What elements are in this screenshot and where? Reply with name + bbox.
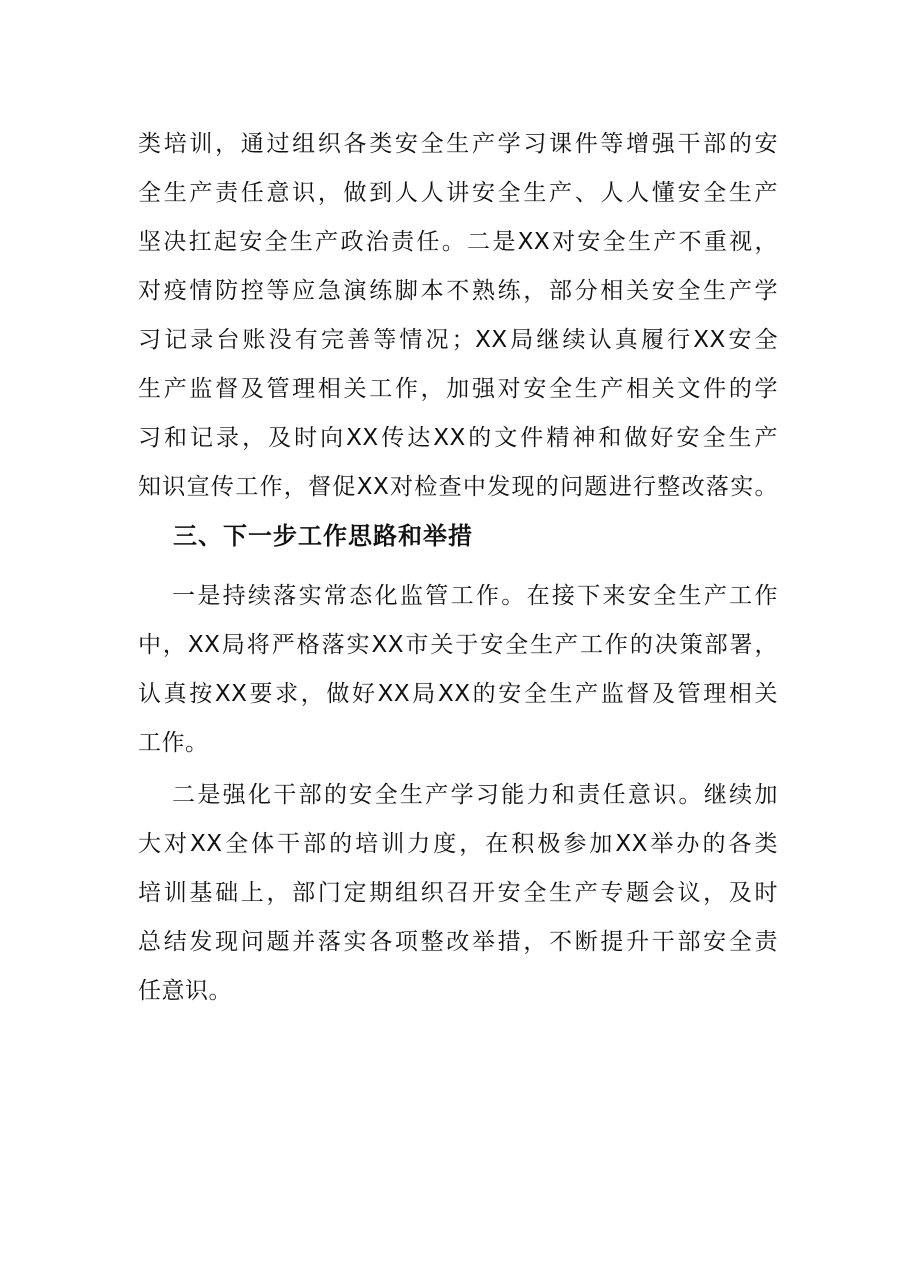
paragraph-training-and-inspection <box>138 120 778 512</box>
paragraph-line: 中，XX局将严格落实XX市关于安全生产工作的决策部署， <box>138 632 778 658</box>
paragraph-line: 培训基础上，部门定期组织召开安全生产专题会议，及时 <box>138 880 778 906</box>
paragraph-line: 总结发现问题并落实各项整改举措，不断提升干部安全责 <box>138 929 778 955</box>
paragraph-line: 生产监督及管理相关工作，加强对安全生产相关文件的学 <box>138 376 778 402</box>
paragraph-line: 习记录台账没有完善等情况；XX局继续认真履行XX安全 <box>138 327 778 353</box>
paragraph-strengthen-awareness <box>138 771 778 1016</box>
paragraph-line: 知识宣传工作，督促XX对检查中发现的问题进行整改落实。 <box>138 474 778 500</box>
paragraph-line: 全生产责任意识，做到人人讲安全生产、人人懂安全生产 <box>138 180 778 206</box>
paragraph-continuous-supervision <box>138 572 778 768</box>
paragraph-line: 类培训，通过组织各类安全生产学习课件等增强干部的安 <box>138 131 778 157</box>
paragraph-line: 任意识。 <box>138 978 232 1004</box>
paragraph-line: 一是持续落实常态化监管工作。在接下来安全生产工作 <box>172 583 778 609</box>
paragraph-line: 认真按XX要求，做好XX局XX的安全生产监督及管理相关 <box>138 681 778 707</box>
paragraph-line: 习和记录，及时向XX传达XX的文件精神和做好安全生产 <box>138 425 778 451</box>
section-heading: 三、下一步工作思路和举措 <box>173 522 473 550</box>
paragraph-line: 坚决扛起安全生产政治责任。二是XX对安全生产不重视， <box>138 229 778 255</box>
paragraph-line: 对疫情防控等应急演练脚本不熟练，部分相关安全生产学 <box>138 278 778 304</box>
paragraph-line: 工作。 <box>138 730 209 756</box>
paragraph-line: 二是强化干部的安全生产学习能力和责任意识。继续加 <box>172 782 778 808</box>
paragraph-line: 大对XX全体干部的培训力度，在积极参加XX举办的各类 <box>138 831 778 857</box>
